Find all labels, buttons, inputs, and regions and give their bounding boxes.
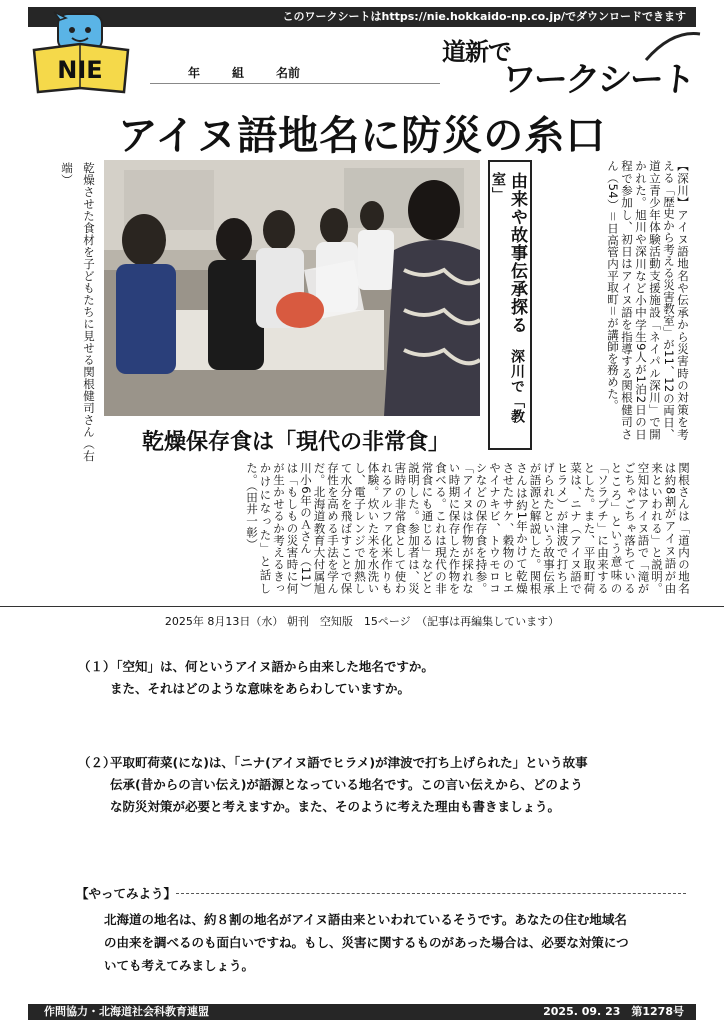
question-2-line: な防災対策が必要と考えますか。また、そのように考えた理由も書きましょう。	[110, 799, 561, 814]
question-1-number: （１）	[78, 659, 116, 674]
article-source	[0, 606, 724, 629]
question-1-line: 「空知」は、何というアイヌ語から由来した地名ですか。	[110, 659, 434, 674]
name-field-row	[150, 62, 440, 84]
name-label: 名前	[276, 66, 301, 80]
logo-text: NIE	[57, 56, 103, 84]
subhead-location: 深川で「教室」	[490, 172, 525, 424]
dashed-divider	[176, 893, 686, 894]
article-body-bottom: 関根さんは「道内の地名は約8割がアイヌ語が由来といわれる」と説明。空知はアイヌ語で「滝がごちゃごちゃ落ちているところ」という意味の「ソラプチ」に由来するとした。また、平取町荷菜は、ニナ（アイヌ語でヒラメ）が津波で打ち上げられたという故事伝承が語源と解説した。関根さんは約1年かけて乾燥させたサケ、穀物のヒエやイナキビ、トウモロコシなどの保存食を持参。「アイヌは作物が採れない時期に保存した作物を食べる。これは現代の非常食にも通じる」などと説明した。参加者は、災害時の非常食として使われるアルファ化米作りも体験。炊いた米を水洗いし、電子レンジで加熱して水分を飛ばすことで保存性を高める手法を学んだ。北海道教育大付属旭川小6年のＡさん（11）は「もしもの災害時に何が生かせるか考えるきっかけになった」と話した。（田井一彰）	[245, 462, 691, 594]
brand-logo	[442, 32, 704, 100]
brand-large: ワークシート	[499, 60, 696, 100]
source-text: 2025年 8月13日（水） 朝刊 空知版 15ページ （記事は再編集しています）	[164, 615, 560, 628]
article-photo	[104, 160, 480, 416]
nie-logo	[30, 10, 134, 96]
try-line: の由来を調べるのも面白いですね。もし、災害に関するものがあった場合は、必要な対策につ	[104, 935, 629, 950]
try-section-heading	[76, 884, 686, 902]
question-2-line: 伝承(昔からの言い伝え)が語源となっている地名です。この言い伝えから、どのよう	[110, 777, 583, 792]
class-label: 組	[232, 66, 245, 80]
article-subhead-2: 乾燥保存食は「現代の非常食」	[141, 429, 450, 455]
footer-issue: 2025. 09. 23 第1278号	[543, 1005, 684, 1018]
try-section-body	[104, 908, 694, 977]
download-text: このワークシートはhttps://nie.hokkaido-np.co.jp/でダウンロードできます	[282, 10, 686, 23]
article-body-top: 【深川】アイヌ語地名や伝承から災害時の対策を考える「歴史から考える災害教室」が11、12の両日、道立青少年体験活動支援施設「ネイパル深川」で開かれた。旭川や深川など小中学生9人が1泊2日の日程で参加し、初日はアイヌ語を指導する関根健司さん（54）＝日高管内平取町＝が講師を務めた。	[606, 160, 690, 440]
article-headline: アイヌ語地名に防災の糸口	[117, 112, 607, 159]
photo-caption: 乾燥させた食材を子どもたちに見せる関根健司さん（右端）	[60, 162, 96, 462]
question-2-line: 平取町荷菜(にな)は、「ニナ(アイヌ語でヒラメ)が津波で打ち上げられた」という故事	[110, 755, 588, 770]
footer-credit: 作問協力・北海道社会科教育連盟	[44, 1005, 209, 1018]
article-subhead	[488, 160, 532, 450]
year-label: 年	[188, 66, 201, 80]
question-1-line: また、それはどのような意味をあらわしていますか。	[110, 681, 411, 696]
brand-small: 道新で	[442, 37, 511, 66]
try-line: いても考えてみましょう。	[104, 958, 255, 973]
footer-bar	[28, 1004, 696, 1020]
question-2-number: （２）	[78, 755, 116, 770]
try-heading-text: 【やってみよう】	[76, 886, 177, 901]
subhead-main: 由来や故事伝承探る	[507, 172, 527, 334]
brand-swoosh-icon	[642, 30, 702, 64]
try-line: 北海道の地名は、約８割の地名がアイヌ語由来といわれているそうです。あなたの住む地域名	[104, 912, 627, 927]
